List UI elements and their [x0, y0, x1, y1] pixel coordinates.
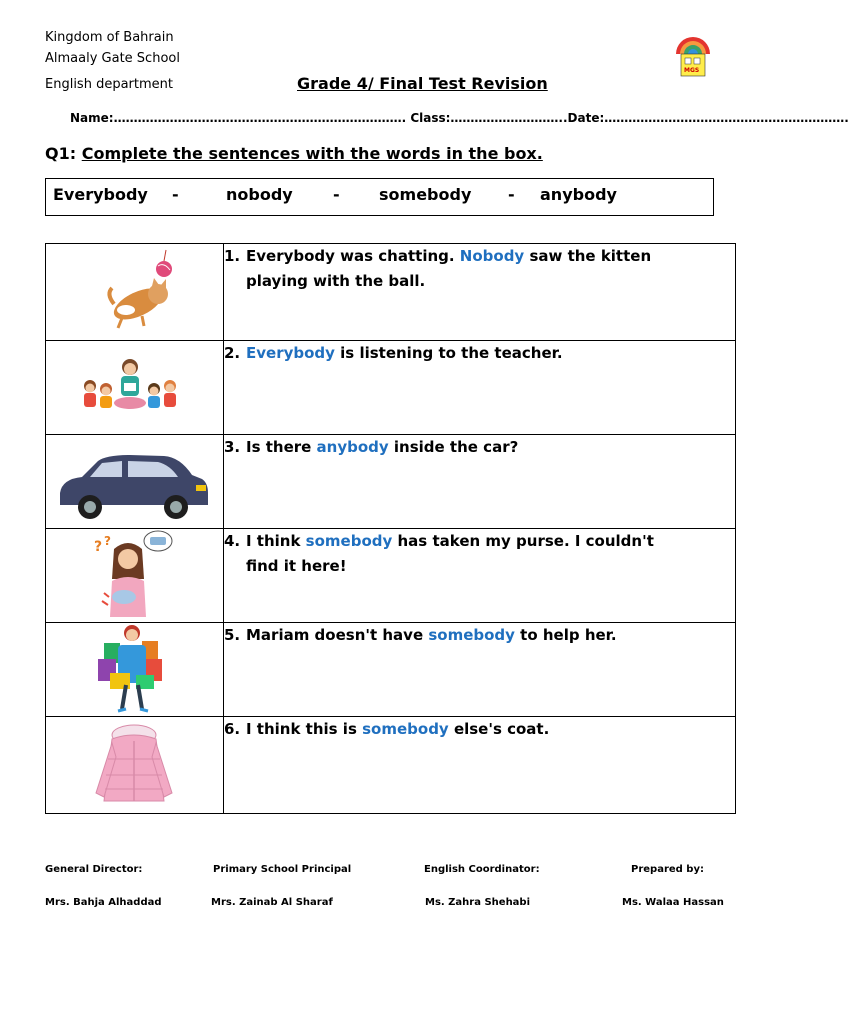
pink-coat-icon — [46, 717, 223, 813]
worried-girl-icon — [46, 529, 223, 622]
picture-cell — [46, 341, 224, 435]
school-logo — [672, 30, 714, 80]
word-box — [45, 178, 714, 216]
sentence-5 — [224, 623, 736, 717]
answer-word: somebody — [362, 720, 449, 738]
word-somebody: somebody — [379, 185, 472, 204]
sentence-1 — [224, 244, 736, 341]
sentence-text: Mariam doesn't have — [246, 626, 429, 644]
question-heading — [45, 144, 543, 163]
picture-cell — [46, 244, 224, 341]
sentence-number: 5. — [224, 626, 241, 644]
header-line-school: Almaaly Gate School — [45, 51, 180, 66]
sentence-text: to help her. — [514, 626, 617, 644]
footer-name-preparer: Ms. Walaa Hassan — [622, 897, 724, 908]
footer-name-principal: Mrs. Zainab Al Sharaf — [211, 897, 333, 908]
word-separator: - — [508, 185, 515, 204]
answer-word: Everybody — [246, 344, 335, 362]
question-number: Q1: — [45, 144, 77, 163]
svg-text:?: ? — [94, 539, 103, 555]
sentence-number: 6. — [224, 720, 241, 738]
footer-name-coordinator: Ms. Zahra Shehabi — [425, 897, 531, 908]
sentence-text: saw the kitten — [524, 247, 652, 265]
sentence-number: 2. — [224, 344, 241, 362]
word-everybody: Everybody — [53, 185, 148, 204]
table-row — [46, 623, 736, 717]
sentence-continuation: find it here! — [246, 557, 347, 575]
table-row — [46, 717, 736, 814]
sentence-text: else's coat. — [448, 720, 550, 738]
answer-word: somebody — [305, 532, 393, 550]
sentence-text: I think this is — [246, 720, 363, 738]
table-row — [46, 341, 736, 435]
logo-text: MGS — [684, 67, 700, 74]
sentence-text: is listening to the teacher. — [334, 344, 563, 362]
sentence-text: has taken my purse. I couldn't — [392, 532, 654, 550]
sentence-number: 1. — [224, 247, 241, 265]
sentence-number: 4. — [224, 532, 241, 550]
sentence-6 — [224, 717, 736, 814]
picture-cell — [46, 717, 224, 814]
sentence-text: inside the car? — [388, 438, 519, 456]
footer-name-director: Mrs. Bahja Alhaddad — [45, 897, 162, 908]
picture-cell — [46, 529, 224, 623]
header-line-department: English department — [45, 77, 173, 92]
footer-role-principal: Primary School Principal — [213, 864, 352, 875]
picture-cell — [46, 435, 224, 529]
table-row — [46, 435, 736, 529]
answer-word: somebody — [428, 626, 515, 644]
girl-shopping-bags-icon — [46, 623, 223, 716]
teacher-children-icon — [46, 341, 223, 434]
answer-word: Nobody — [459, 247, 525, 265]
table-row — [46, 244, 736, 341]
table-row — [46, 529, 736, 623]
question-instruction: Complete the sentences with the words in the box. — [81, 144, 543, 163]
word-nobody: nobody — [226, 185, 293, 204]
footer-role-preparer: Prepared by: — [631, 864, 704, 875]
sentence-text: I think — [246, 532, 306, 550]
footer-role-coordinator: English Coordinator: — [424, 864, 540, 875]
header-line-kingdom: Kingdom of Bahrain — [45, 30, 174, 45]
sentence-4 — [224, 529, 736, 623]
student-info-line: Name:………………………………………………………………. Class:………………………..Date:……………………………………………………. — [70, 111, 849, 125]
sentence-text: Everybody was chatting. — [246, 247, 460, 265]
sentence-3 — [224, 435, 736, 529]
word-anybody: anybody — [540, 185, 617, 204]
footer-role-director: General Director: — [45, 864, 143, 875]
car-icon — [46, 435, 223, 528]
answer-word: anybody — [316, 438, 389, 456]
sentence-number: 3. — [224, 438, 241, 456]
picture-cell — [46, 623, 224, 717]
sentences-table — [45, 243, 736, 814]
sentence-continuation: playing with the ball. — [246, 272, 426, 290]
page-title: Grade 4/ Final Test Revision — [297, 74, 548, 93]
svg-text:?: ? — [104, 534, 111, 548]
word-separator: - — [172, 185, 179, 204]
word-separator: - — [333, 185, 340, 204]
sentence-2 — [224, 341, 736, 435]
sentence-text: Is there — [246, 438, 317, 456]
kitten-ball-icon — [46, 244, 223, 340]
